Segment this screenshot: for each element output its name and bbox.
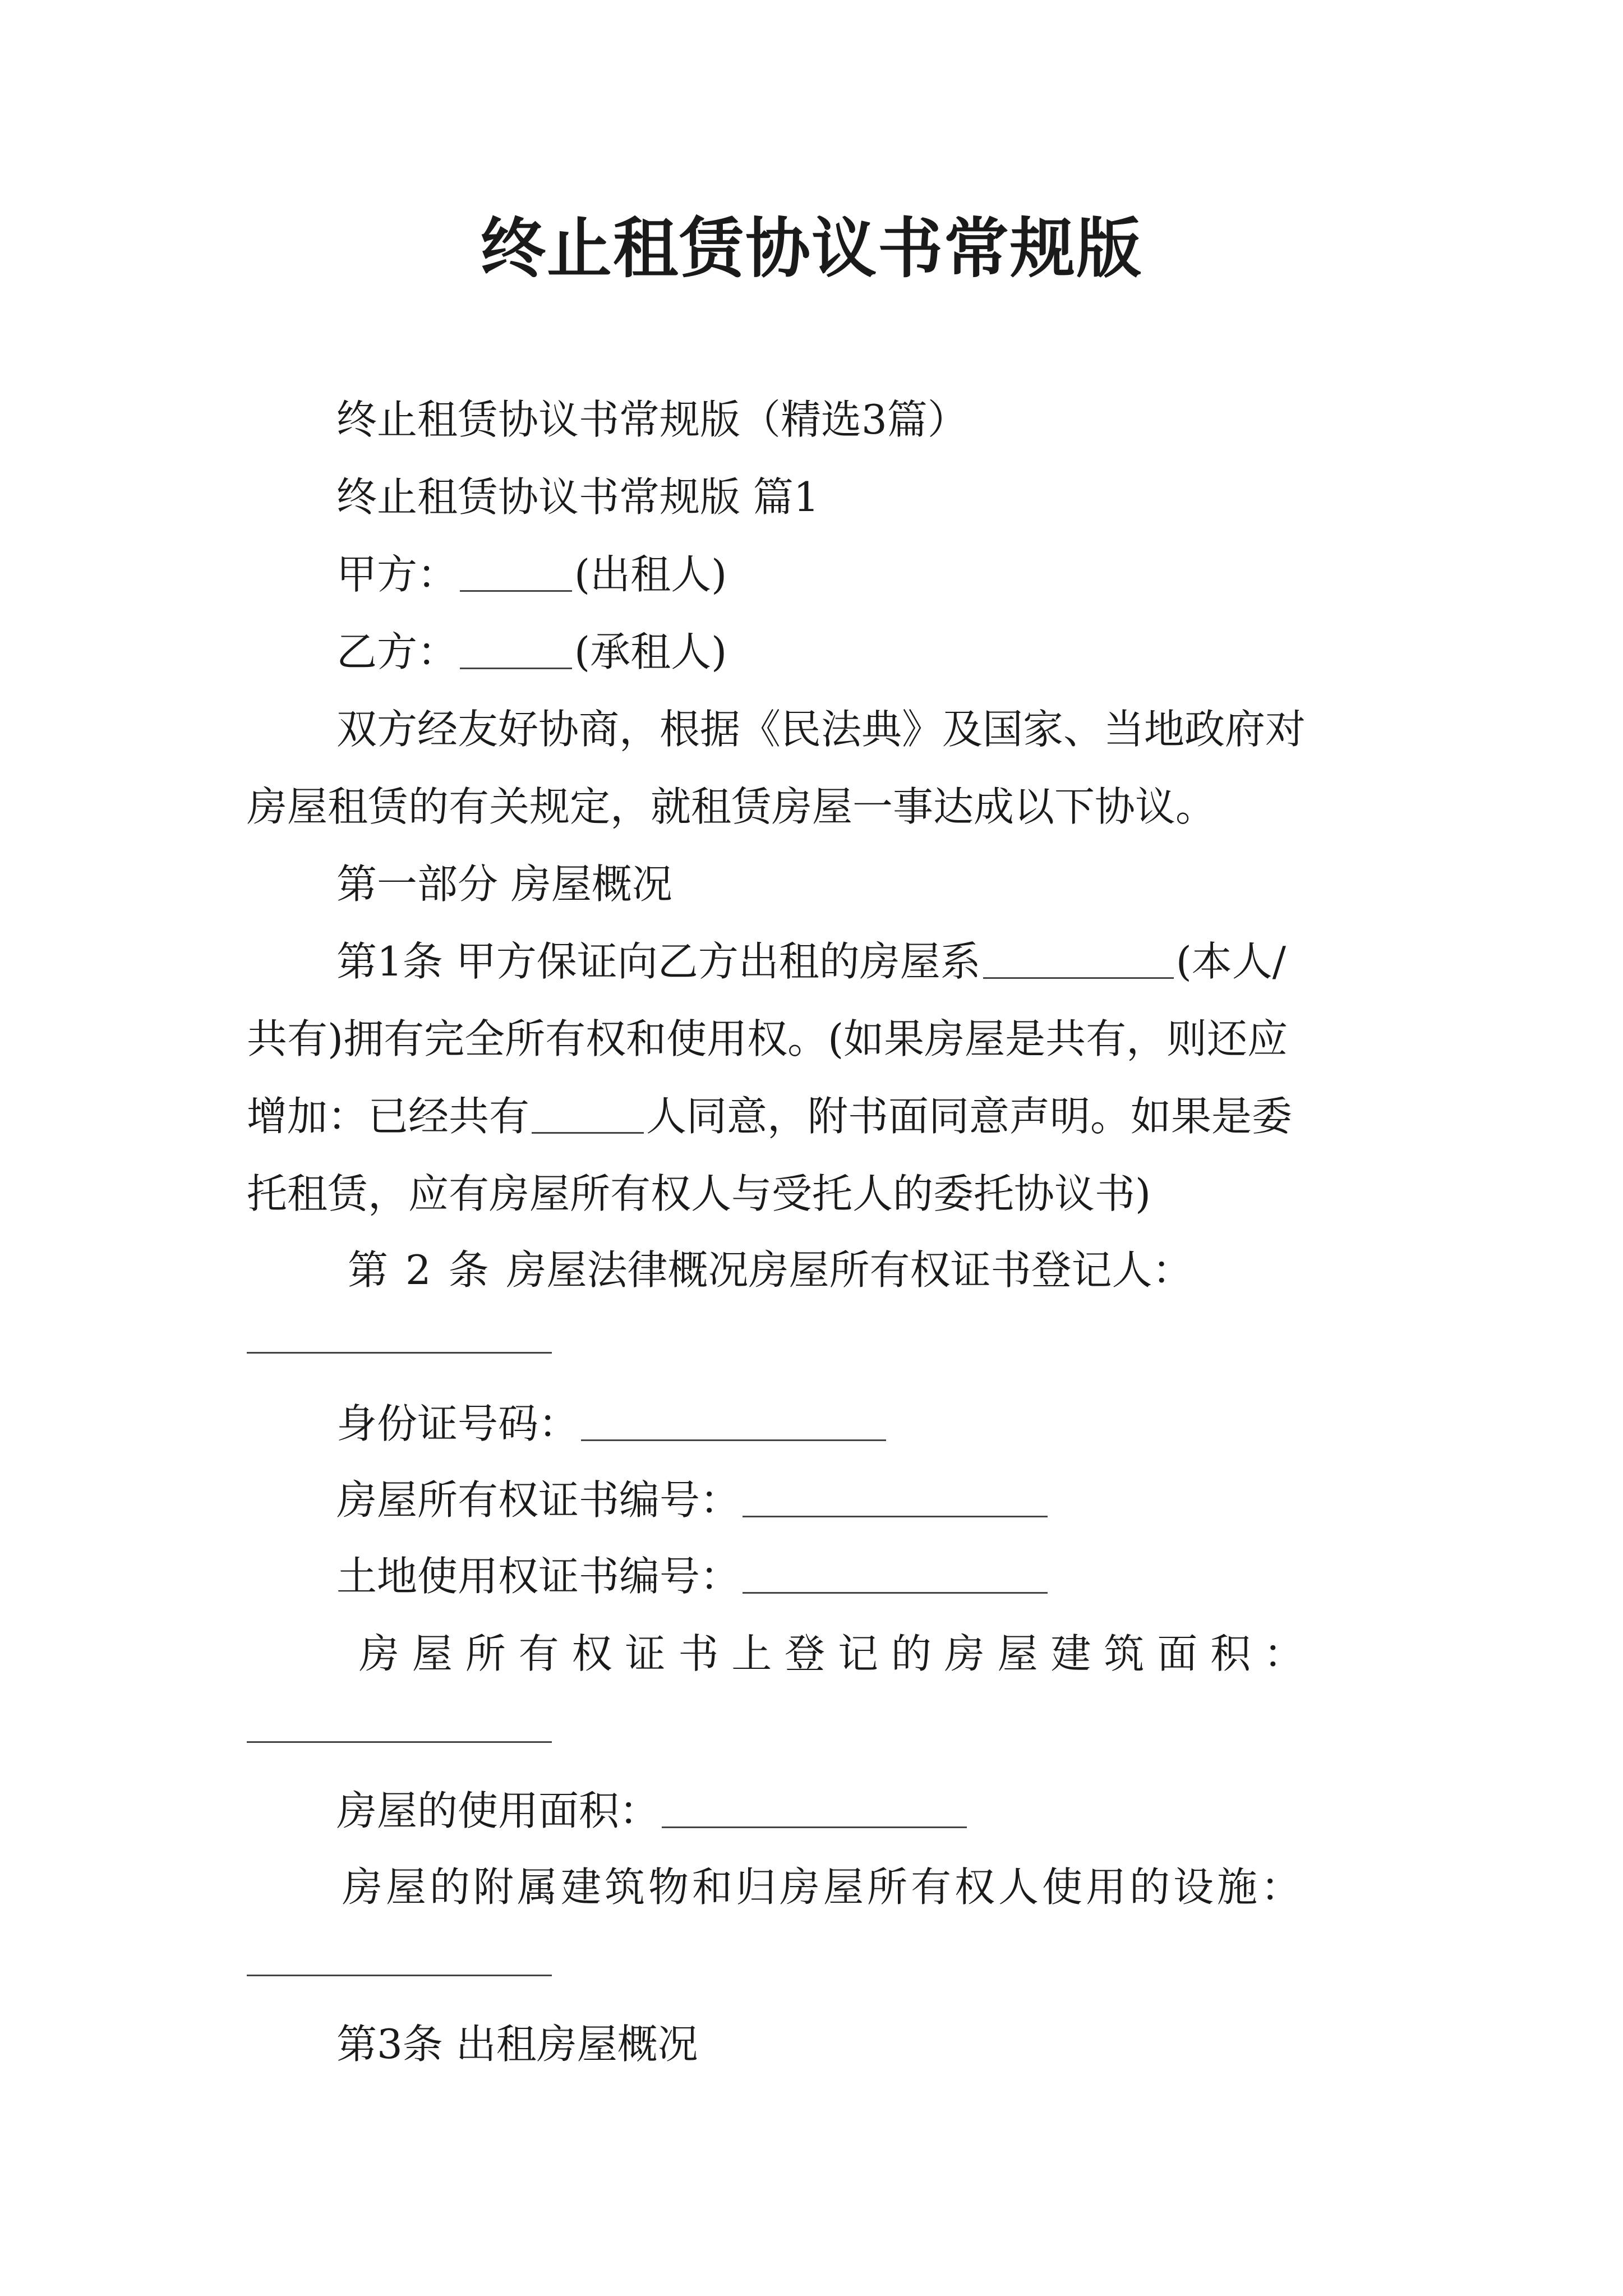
party-a-role: (出租人) (574, 551, 727, 598)
use-area-line (336, 1778, 969, 1837)
use-area-label: 房屋的使用面积： (336, 1787, 660, 1834)
part-one-heading: 第一部分 房屋概况 (336, 861, 672, 908)
article-2-line: 第 2 条 房屋法律概况房屋所有权证书登记人： (348, 1246, 1193, 1294)
co-owner-count-blank[interactable] (532, 1132, 644, 1134)
land-cert-line (336, 1544, 1050, 1602)
id-number-line (336, 1391, 888, 1450)
party-b-label: 乙方： (336, 628, 458, 675)
party-a-blank[interactable] (460, 590, 572, 592)
article-1-line-4: 托租赁，应有房屋所有权人与受托人的委托协议书) (247, 1170, 1151, 1217)
party-b-blank[interactable] (460, 668, 572, 669)
cert-number-label: 房屋所有权证书编号： (336, 1476, 741, 1524)
registrant-blank[interactable] (247, 1352, 552, 1354)
party-a-line (336, 542, 727, 600)
document-title: 终止租赁协议书常规版 (481, 210, 1142, 287)
article-1-line-3 (247, 1084, 1292, 1142)
use-area-blank[interactable] (662, 1826, 967, 1828)
intro-line-1: 双方经友好协商，根据《民法典》及国家、当地政府对 (336, 706, 1306, 753)
facilities-blank[interactable] (247, 1975, 552, 1976)
building-area-blank[interactable] (247, 1741, 552, 1743)
party-b-line (336, 619, 727, 678)
cert-number-blank[interactable] (743, 1516, 1048, 1517)
intro-line-2: 房屋租赁的有关规定，就租赁房屋一事达成以下协议。 (247, 783, 1216, 830)
party-b-role: (承租人) (574, 628, 727, 675)
land-cert-blank[interactable] (743, 1592, 1048, 1594)
article-1-text-c: 增加：已经共有 (247, 1093, 530, 1140)
ownership-blank[interactable] (983, 977, 1174, 979)
area-cert-line: 房 屋 所 有 权 证 书 上 登 记 的 房 屋 建 筑 面 积 ： (359, 1630, 1304, 1677)
article-3-heading: 第3条 出租房屋概况 (336, 2021, 698, 2068)
section-heading: 终止租赁协议书常规版 篇1 (336, 473, 819, 521)
subtitle: 终止租赁协议书常规版（精选3篇） (336, 396, 968, 443)
article-1-line-2: 共有)拥有完全所有权和使用权。(如果房屋是共有，则还应 (247, 1015, 1288, 1062)
article-1-line-1 (336, 929, 1286, 987)
party-a-label: 甲方： (336, 551, 458, 598)
id-number-blank[interactable] (581, 1439, 886, 1441)
cert-number-line (336, 1467, 1050, 1526)
article-1-text-a: 第1条 甲方保证向乙方出租的房屋系 (336, 938, 981, 985)
land-cert-label: 土地使用权证书编号： (336, 1553, 741, 1600)
id-number-label: 身份证号码： (336, 1400, 579, 1447)
facilities-line: 房屋的附属建筑物和归房屋所有权人使用的设施： (342, 1864, 1305, 1911)
article-1-text-d: 人同意，附书面同意声明。如果是委 (646, 1093, 1293, 1140)
article-1-text-b: (本人/ (1175, 938, 1287, 985)
